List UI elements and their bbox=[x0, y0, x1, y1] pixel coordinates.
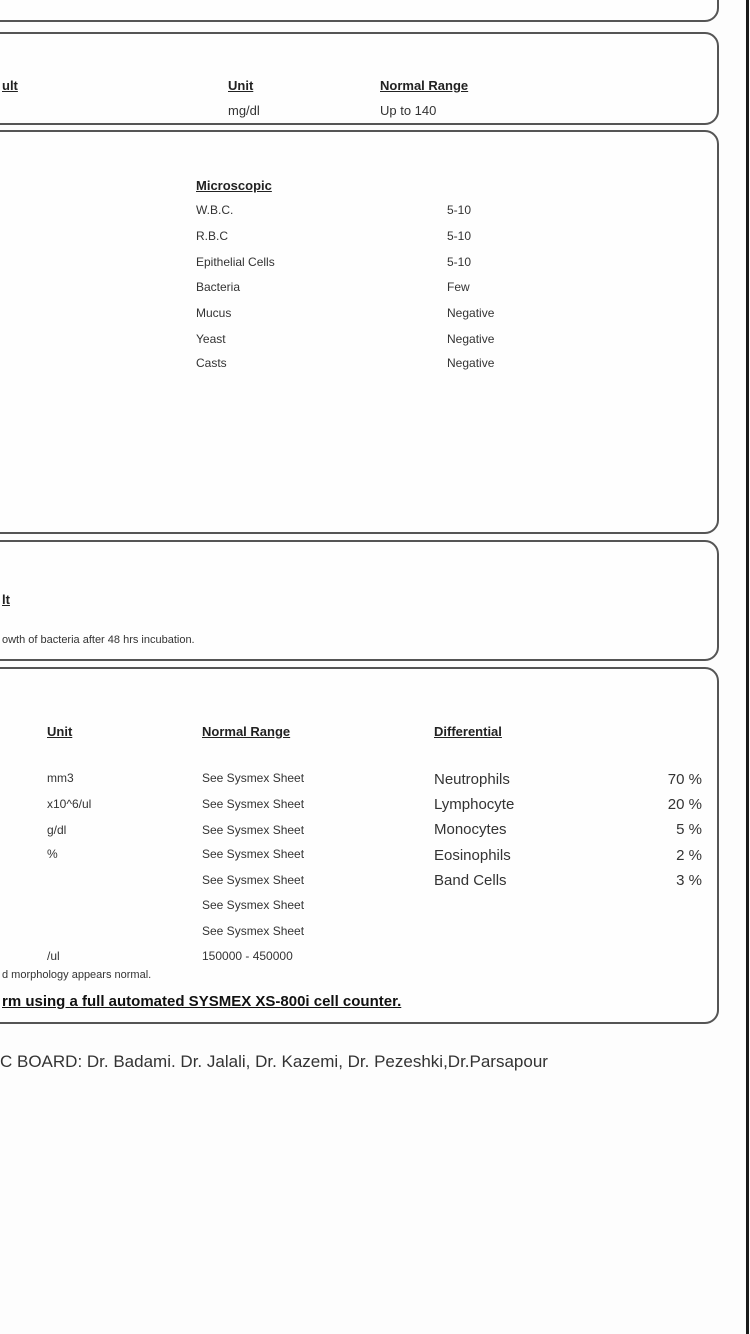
microscopic-label: Epithelial Cells bbox=[196, 255, 275, 269]
differential-label: Neutrophils bbox=[434, 771, 510, 788]
microscopic-label: Yeast bbox=[196, 332, 226, 346]
cbc-normal-range: See Sysmex Sheet bbox=[202, 924, 305, 938]
morphology-note: d morphology appears normal. bbox=[2, 969, 152, 981]
cbc-unit: mm3 bbox=[47, 771, 74, 785]
cbc-normal-range-header: Normal Range bbox=[202, 724, 291, 739]
blood-sugar-unit: mg/dl bbox=[228, 103, 260, 118]
differential-value: 2 % bbox=[676, 847, 702, 864]
cbc-differential-header: Differential bbox=[434, 724, 502, 739]
microscopic-value: Negative bbox=[447, 356, 495, 370]
microscopic-value: 5-10 bbox=[447, 203, 472, 217]
microscopic-label: R.B.C bbox=[196, 229, 229, 243]
cbc-normal-range: 150000 - 450000 bbox=[202, 949, 293, 963]
differential-value: 5 % bbox=[676, 821, 702, 838]
normal-range-header: Normal Range bbox=[380, 78, 469, 93]
cbc-unit-header: Unit bbox=[47, 724, 73, 739]
cbc-box bbox=[0, 667, 719, 1024]
blood-sugar-normal-range: Up to 140 bbox=[380, 103, 437, 118]
cbc-unit: /ul bbox=[47, 949, 60, 963]
microscopic-header: Microscopic bbox=[196, 178, 272, 193]
differential-value: 3 % bbox=[676, 872, 702, 889]
cbc-normal-range: See Sysmex Sheet bbox=[202, 771, 305, 785]
cbc-normal-range: See Sysmex Sheet bbox=[202, 898, 305, 912]
microscopic-label: Bacteria bbox=[196, 280, 241, 294]
cbc-unit: % bbox=[47, 847, 58, 861]
scientific-board: C BOARD: Dr. Badami. Dr. Jalali, Dr. Kazemi, Dr. Pezeshki,Dr.Parsapour bbox=[0, 1052, 548, 1071]
microscopic-value: Negative bbox=[447, 332, 495, 346]
culture-box bbox=[0, 540, 719, 661]
microscopic-label: Mucus bbox=[196, 306, 232, 320]
cbc-normal-range: See Sysmex Sheet bbox=[202, 797, 305, 811]
differential-label: Lymphocyte bbox=[434, 796, 515, 813]
microscopic-value: Few bbox=[447, 280, 470, 294]
blood-sugar-box bbox=[0, 32, 719, 125]
microscopic-value: 5-10 bbox=[447, 255, 472, 269]
cbc-normal-range: See Sysmex Sheet bbox=[202, 873, 305, 887]
page-right-edge bbox=[746, 0, 749, 1334]
cbc-unit: x10^6/ul bbox=[47, 797, 92, 811]
culture-result-header: lt bbox=[2, 592, 10, 607]
microscopic-value: 5-10 bbox=[447, 229, 472, 243]
cbc-normal-range: See Sysmex Sheet bbox=[202, 847, 305, 861]
microscopic-label: Casts bbox=[196, 356, 227, 370]
cbc-normal-range: See Sysmex Sheet bbox=[202, 823, 305, 837]
differential-label: Monocytes bbox=[434, 821, 507, 838]
result-header: ult bbox=[2, 78, 18, 93]
microscopic-value: Negative bbox=[447, 306, 495, 320]
unit-header: Unit bbox=[228, 78, 254, 93]
previous-section-box bbox=[0, 0, 719, 22]
microscopic-label: W.B.C. bbox=[196, 203, 234, 217]
differential-label: Eosinophils bbox=[434, 847, 511, 864]
differential-value: 70 % bbox=[667, 771, 702, 788]
differential-label: Band Cells bbox=[434, 872, 507, 889]
method-note: rm using a full automated SYSMEX XS-800i cell counter. bbox=[2, 993, 402, 1010]
culture-result-text: owth of bacteria after 48 hrs incubation. bbox=[2, 634, 195, 646]
differential-value: 20 % bbox=[667, 796, 702, 813]
urinalysis-box bbox=[0, 130, 719, 534]
cbc-unit: g/dl bbox=[47, 823, 67, 837]
